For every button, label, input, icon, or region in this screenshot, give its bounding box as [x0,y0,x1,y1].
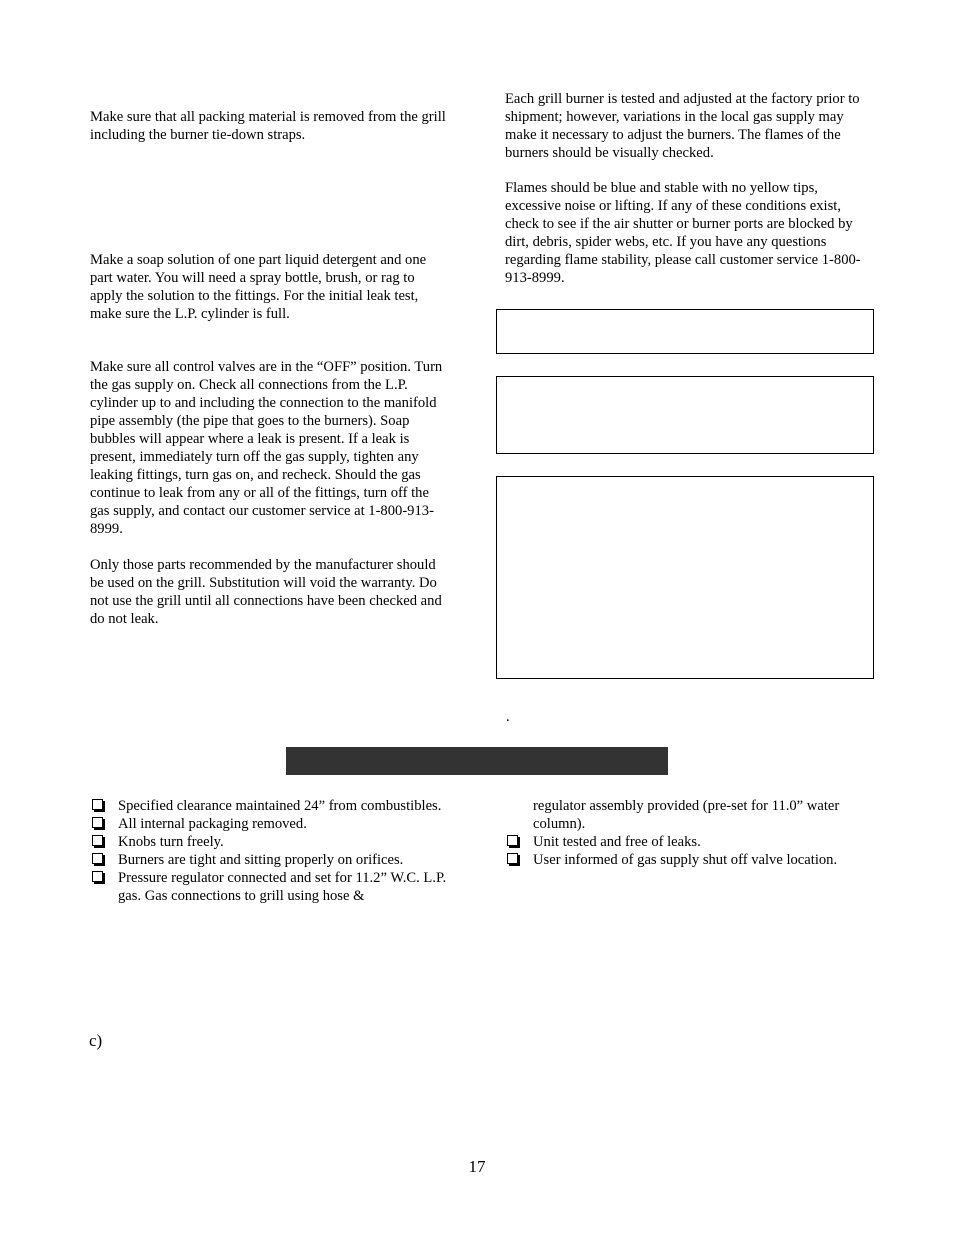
checklist-item: Unit tested and free of leaks. [505,833,870,851]
checklist-item: User informed of gas supply shut off valve location. [505,851,870,869]
checklist-continuation: regulator assembly provided (pre-set for 11.0” water column). [533,798,840,832]
burner-adjustment-paragraph: Each grill burner is tested and adjusted at the factory prior to shipment; however, variations in the local gas supply may make it necessary to adjust the burners. The flames of the burners should be visually checked. [505,91,860,161]
checkbox-icon [92,853,103,864]
parts-warning-paragraph: Only those parts recommended by the manufacturer should be used on the grill. Substitution will void the warranty. Do not use the grill until all connections have been checked and do not leak. [90,557,442,627]
flame-check-paragraph: Flames should be blue and stable with no yellow tips, excessive noise or lifting. If any of these conditions exist, check to see if the air shutter or burner ports are blocked by dirt, debris, spider webs, etc. If you have any questions regarding flame stability, please call customer service 1-800-913-8999. [505,180,861,286]
stray-dot: . [506,709,510,725]
checklist-left [90,797,450,905]
section-label-c: c) [89,1031,103,1050]
checkbox-icon [92,835,103,846]
empty-box-3 [496,476,874,679]
leak-check-paragraph: Make sure all control valves are in the “OFF” position. Turn the gas supply on. Check all connections from the L.P. cylinder up to and including the connection to the manifold pipe assembly (the pipe that goes to the burners). Soap bubbles will appear where a leak is present. If a leak is present, immediately turn off the gas supply, tighten any leaking fittings, turn gas on, and recheck. Should the gas continue to leak from any or all of the fittings, turn off the gas supply, and contact our customer service at 1-800-913-8999. [90,359,443,537]
checklist-item: Burners are tight and sitting properly on orifices. [90,851,450,869]
checkbox-icon [92,871,103,882]
page-number: 17 [468,1157,486,1176]
checklist-right [505,797,870,869]
packing-paragraph: Make sure that all packing material is removed from the grill including the burner tie-down straps. [90,109,446,143]
empty-box-1 [496,309,874,354]
checklist-item: All internal packaging removed. [90,815,450,833]
checkbox-icon [507,853,518,864]
checklist-item: Pressure regulator connected and set for 11.2” W.C. L.P. gas. Gas connections to grill using hose & [90,869,450,905]
checkbox-icon [507,835,518,846]
checkbox-icon [92,799,103,810]
checklist-item: Knobs turn freely. [90,833,450,851]
soap-solution-paragraph: Make a soap solution of one part liquid detergent and one part water. You will need a spray bottle, brush, or rag to apply the solution to the fittings. For the initial leak test, make sure the L.P. cylinder is full. [90,252,427,322]
checklist-header-bar [286,747,668,775]
checkbox-icon [92,817,103,828]
empty-box-2 [496,376,874,454]
checklist-item: Specified clearance maintained 24” from combustibles. [90,797,450,815]
